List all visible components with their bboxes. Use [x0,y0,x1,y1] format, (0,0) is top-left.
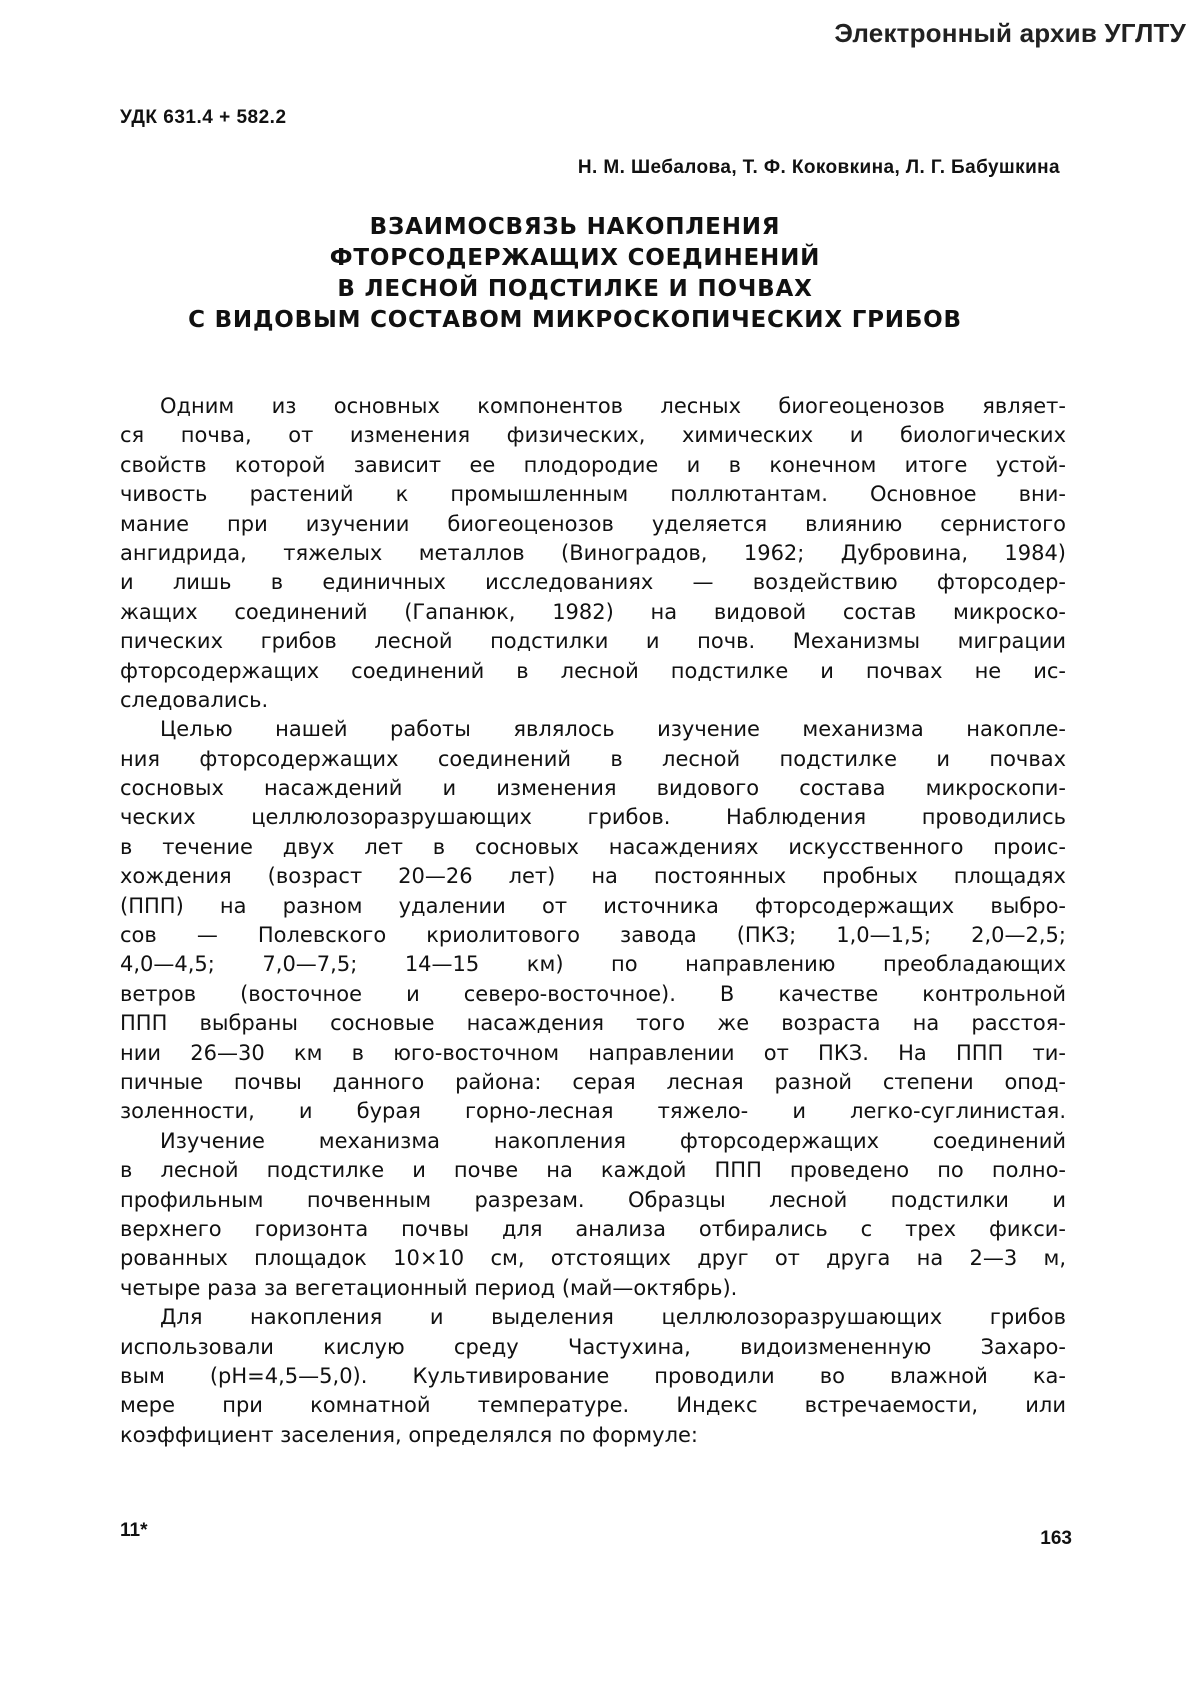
text-line: коэффициент заселения, определялся по формуле: [120,1422,698,1447]
text-line: в течение двух лет в сосновых насаждениях искусственного проис- [120,834,1066,859]
text-line: Целью нашей работы являлось изучение механизма накопле- [160,717,1066,742]
signature-mark: 11* [120,1520,148,1541]
text-line: ния фторсодержащих соединений в лесной подстилке и почвах [120,746,1066,771]
text-line: в лесной подстилке и почве на каждой ППП проведено по полно- [120,1158,1066,1183]
text-line: пичные почвы данного района: серая лесная разной степени опод- [120,1069,1066,1094]
text-line: фторсодержащих соединений в лесной подстилке и почвах не ис- [120,658,1066,683]
text-line: рованных площадок 10×10 см, отстоящих друг от друга на 2—3 м, [120,1246,1066,1271]
article-title [140,212,1010,336]
text-line: Одним из основных компонентов лесных биогеоценозов являет- [160,394,1066,418]
text-line: ангидрида, тяжелых металлов (Виноградов, 1962; Дубровина, 1984) [120,540,1066,565]
text-line: мере при комнатной температуре. Индекс встречаемости, или [120,1393,1066,1418]
text-line: Изучение механизма накопления фторсодержащих соединений [160,1128,1066,1153]
text-line: вым (pH=4,5—5,0). Культивирование проводили во влажной ка- [120,1363,1066,1388]
text-line: Для накопления и выделения целлюлозоразрушающих грибов [160,1305,1066,1330]
title-line: ВЗАИМОСВЯЗЬ НАКОПЛЕНИЯ [369,214,781,240]
text-line: сосновых насаждений и изменения видового состава микроскопи- [120,776,1066,801]
text-line: и лишь в единичных исследованиях — воздействию фторсодер- [120,570,1066,595]
text-line: ческих целлюлозоразрушающих грибов. Наблюдения проводились [120,805,1066,830]
title-line: В ЛЕСНОЙ ПОДСТИЛКЕ И ПОЧВАХ [337,276,813,302]
text-line: 4,0—4,5; 7,0—7,5; 14—15 км) по направлению преобладающих [120,952,1066,977]
text-line: ся почва, от изменения физических, химических и биологических [120,423,1066,448]
text-line: ППП выбраны сосновые насаждения того же возраста на расстоя- [120,1011,1066,1036]
text-line: свойств которой зависит ее плодородие и в конечном итоге устой- [120,452,1066,477]
text-line: сов — Полевского криолитового завода (ПКЗ; 1,0—1,5; 2,0—2,5; [120,923,1066,948]
title-line: С ВИДОВЫМ СОСТАВОМ МИКРОСКОПИЧЕСКИХ ГРИБОВ [188,307,962,333]
text-line: мание при изучении биогеоценозов уделяется влиянию сернистого [120,511,1066,536]
page-number: 163 [1040,1528,1072,1549]
text-line: жащих соединений (Гапанюк, 1982) на видовой состав микроско- [120,599,1066,624]
title-line: ФТОРСОДЕРЖАЩИХ СОЕДИНЕНИЙ [329,245,821,271]
text-line: верхнего горизонта почвы для анализа отбирались с трех фикси- [120,1216,1066,1241]
text-line: профильным почвенным разрезам. Образцы лесной подстилки и [120,1187,1066,1212]
archive-label: Электронный архив УГЛТУ [834,18,1186,48]
text-line: золенности, и бурая горно-лесная тяжело- и легко-суглинистая. [120,1099,1066,1124]
authors: Н. М. Шебалова, Т. Ф. Коковкина, Л. Г. Бабушкина [577,157,1060,178]
text-line: четыре раза за вегетационный период (май—октябрь). [120,1275,738,1300]
text-line: хождения (возраст 20—26 лет) на постоянных пробных площадях [120,864,1066,889]
text-line: следовались. [120,687,269,712]
text-line: пических грибов лесной подстилки и почв. Механизмы миграции [120,629,1066,654]
text-line: использовали кислую среду Частухина, видоизмененную Захаро- [120,1334,1066,1359]
text-line: нии 26—30 км в юго-восточном направлении от ПКЗ. На ППП ти- [120,1040,1066,1065]
udk-code: УДК 631.4 + 582.2 [120,107,287,128]
text-line: ветров (восточное и северо-восточное). В качестве контрольной [120,981,1066,1006]
article-body [120,392,1066,1450]
text-line: (ППП) на разном удалении от источника фторсодержащих выбро- [120,893,1066,918]
text-line: чивость растений к промышленным поллютантам. Основное вни- [120,482,1066,507]
